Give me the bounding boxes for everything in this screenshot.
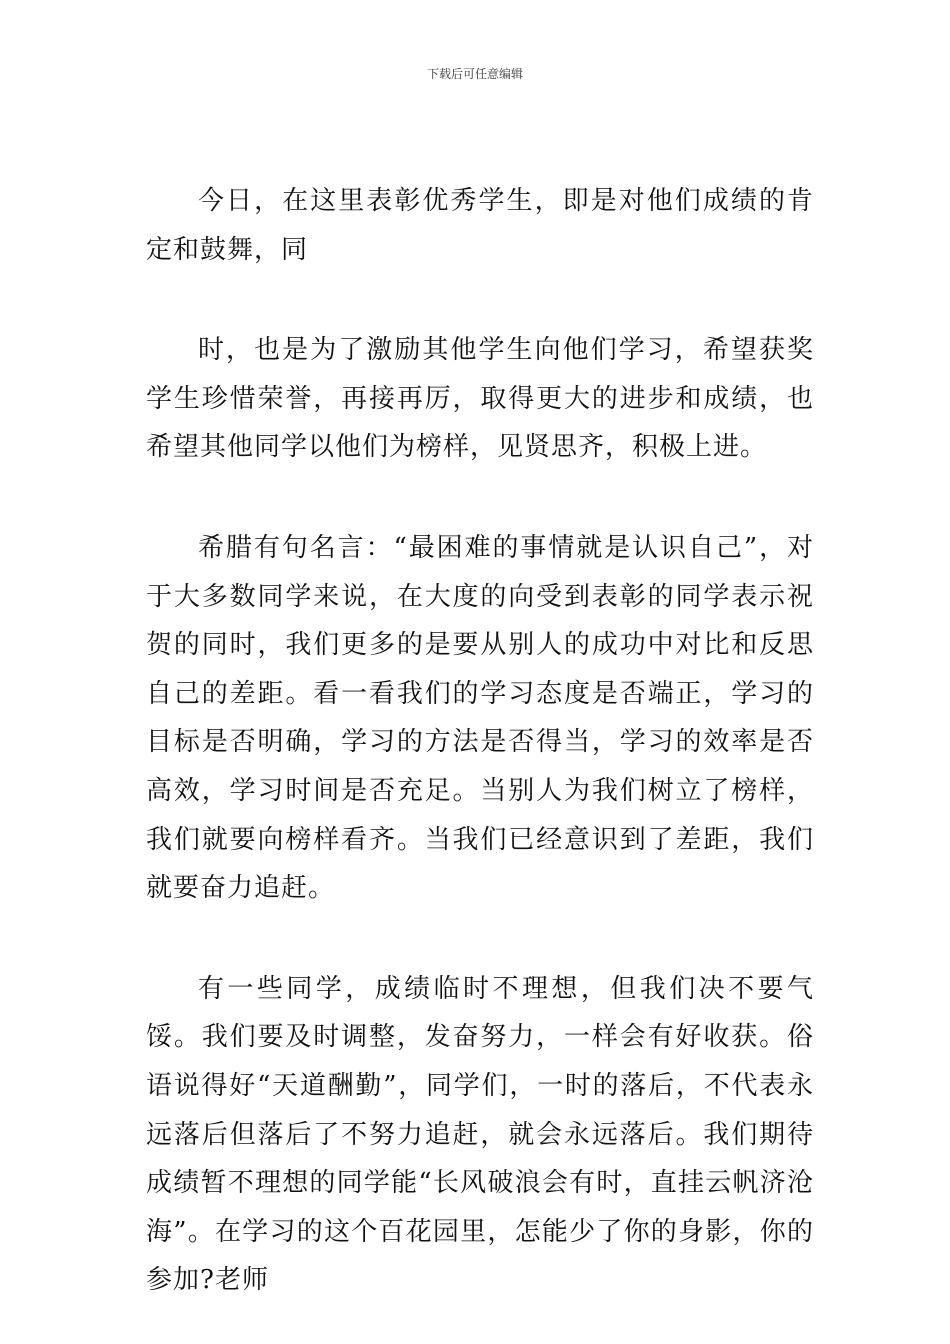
document-body xyxy=(146,177,814,1305)
paragraph-3: 希腊有句名言：“最困难的事情就是认识自己”，对于大多数同学来说，在大度的向受到表彰的同学表示祝贺的同时，我们更多的是要从别人的成功中对比和反思自己的差距。看一看我们的学习态度是否端正，学习的目标是否明确，学习的方法是否得当，学习的效率是否高效，学习时间是否充足。当别人为我们树立了榜样，我们就要向榜样看齐。当我们已经意识到了差距，我们就要奋力追赶。 xyxy=(146,532,814,904)
paragraph-1: 今日，在这里表彰优秀学生，即是对他们成绩的肯定和鼓舞，同 xyxy=(146,186,814,265)
paragraph-4: 有一些同学，成绩临时不理想，但我们决不要气馁。我们要及时调整，发奋努力，一样会有好收获。俗语说得好“天道酬勤”，同学们，一时的落后，不代表永远落后但落后了不努力追赶，就会永远落后。我们期待成绩暂不理想的同学能“长风破浪会有时，直挂云帆济沧海”。在学习的这个百花园里，怎能少了你的身影，你的参加?老师 xyxy=(146,973,814,1296)
paragraph-2: 时，也是为了激励其他学生向他们学习，希望获奖学生珍惜荣誉，再接再厉，取得更大的进步和成绩，也希望其他同学以他们为榜样，见贤思齐，积极上进。 xyxy=(146,335,814,463)
page-header: 下载后可任意编辑 xyxy=(426,67,523,81)
